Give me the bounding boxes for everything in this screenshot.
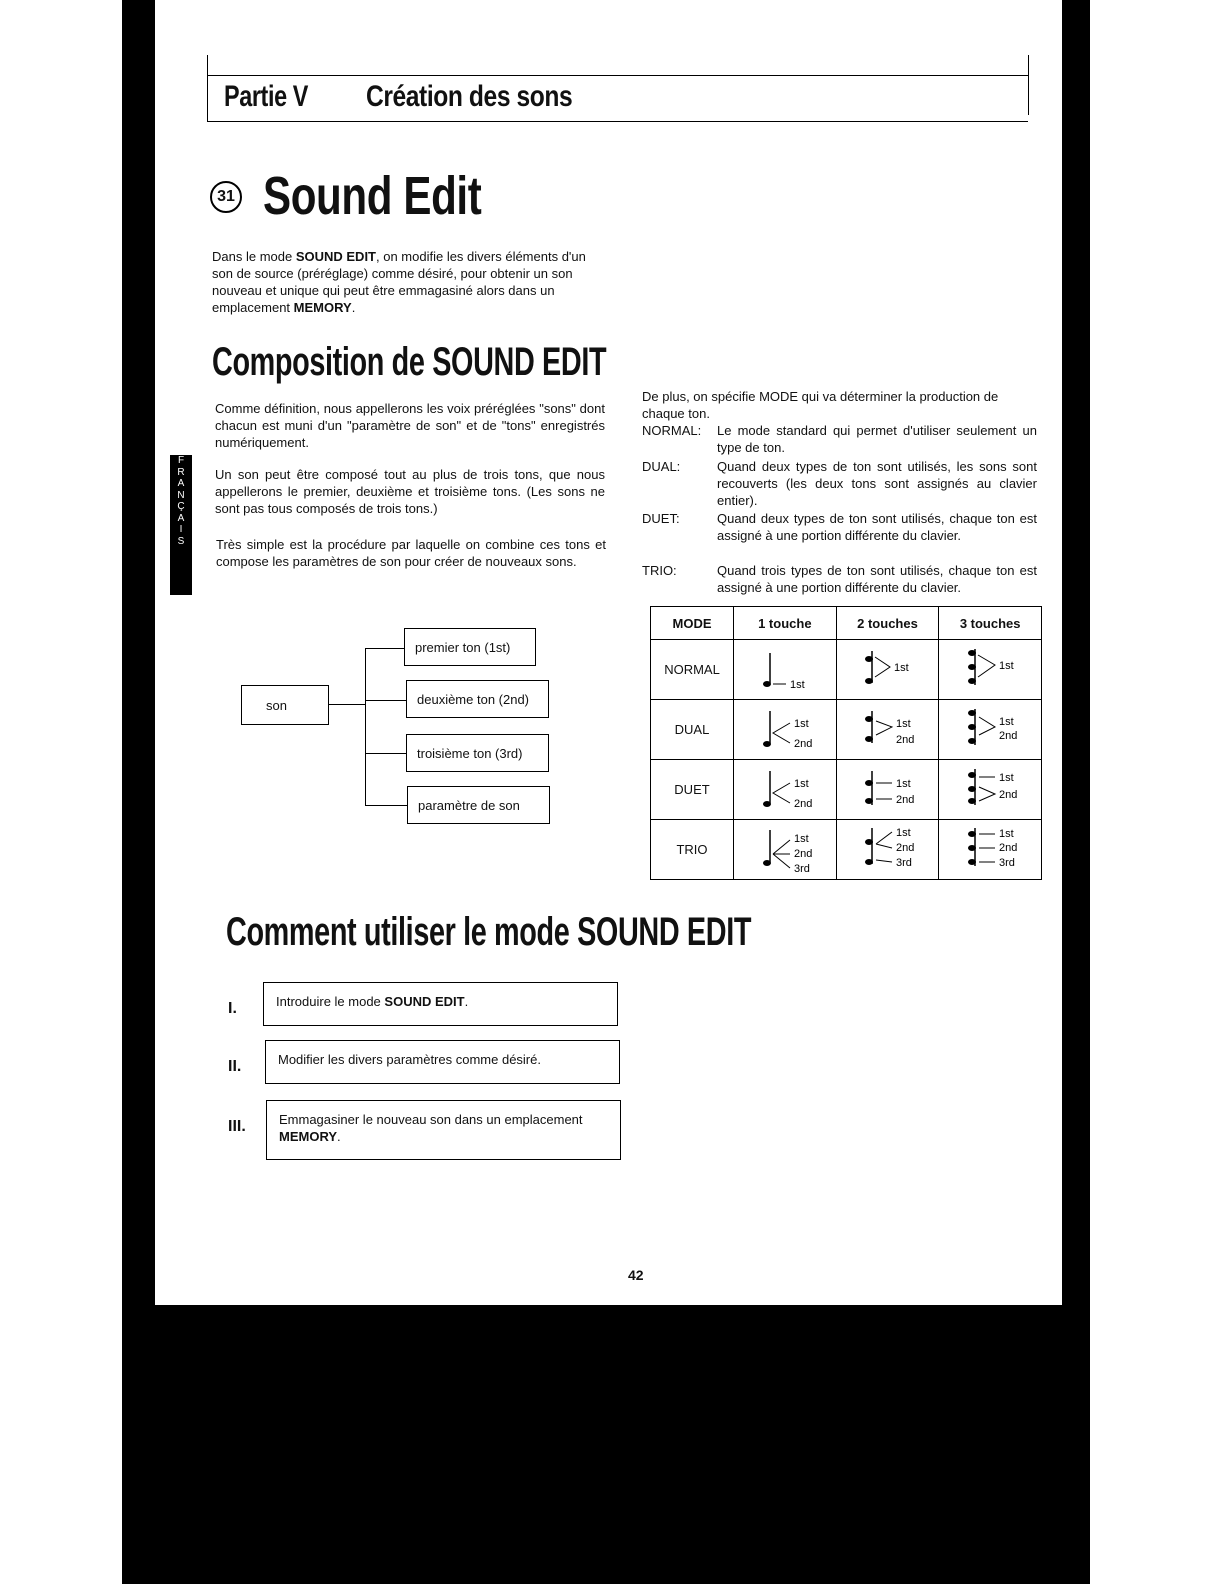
svg-text:3rd: 3rd xyxy=(896,857,913,869)
svg-text:3rd: 3rd xyxy=(793,863,810,874)
mode-name: DUET xyxy=(651,760,734,820)
diagram-connector xyxy=(329,704,365,705)
note-diagram xyxy=(842,643,932,693)
svg-text:1st: 1st xyxy=(793,778,809,790)
diagram-cell xyxy=(836,820,939,880)
note-diagram xyxy=(740,763,830,813)
svg-text:1st: 1st xyxy=(896,718,912,730)
svg-text:1st: 1st xyxy=(789,679,805,691)
note-diagram xyxy=(945,643,1035,693)
mode-table xyxy=(650,606,1042,880)
svg-text:1st: 1st xyxy=(999,716,1014,728)
diagram-node-second-tone: deuxième ton (2nd) xyxy=(406,680,549,718)
note-diagram xyxy=(740,703,830,753)
header-3-keys: 3 touches xyxy=(939,607,1042,640)
note-diagram xyxy=(842,763,932,813)
diagram-cell xyxy=(836,640,939,700)
page-number: 42 xyxy=(628,1267,644,1283)
note-diagram xyxy=(945,703,1035,753)
diagram-branch xyxy=(365,805,407,806)
mode-name: NORMAL xyxy=(651,640,734,700)
composition-paragraph-2: Un son peut être composé tout au plus de trois tons, que nous appellerons le premier, deuxième et troisième tons. (Les sons ne sont pas tous composés de trois tons.) xyxy=(215,467,605,516)
diagram-cell xyxy=(836,760,939,820)
step-box: Modifier les divers paramètres comme désiré. xyxy=(265,1040,620,1084)
header-mode: MODE xyxy=(651,607,734,640)
svg-text:2nd: 2nd xyxy=(793,738,813,750)
diagram-root-son: son xyxy=(241,685,329,725)
diagram-branch xyxy=(365,648,404,649)
note-diagram xyxy=(740,643,830,693)
svg-text:1st: 1st xyxy=(999,828,1014,840)
diagram-node-third-tone: troisième ton (3rd) xyxy=(406,734,549,772)
composition-paragraph-1: Comme définition, nous appellerons les voix préréglées "sons" dont chacun est muni d'un "paramètre de son" et de "tons" enregistrés numériquement. xyxy=(215,401,605,450)
svg-text:1st: 1st xyxy=(793,718,809,730)
diagram-cell xyxy=(734,640,837,700)
svg-text:2nd: 2nd xyxy=(896,842,915,854)
composition-heading: Composition de SOUND EDIT xyxy=(212,340,607,384)
note-diagram xyxy=(945,822,1035,874)
svg-text:1st: 1st xyxy=(896,827,912,839)
mode-name: DUAL xyxy=(651,700,734,760)
table-row xyxy=(651,700,1042,760)
diagram-cell xyxy=(939,820,1042,880)
step-box: Introduire le mode SOUND EDIT. xyxy=(263,982,618,1026)
language-side-tab: F R A N Ç A I S xyxy=(170,455,192,595)
diagram-cell xyxy=(734,760,837,820)
scan-border-bottom xyxy=(122,1305,1090,1584)
svg-text:1st: 1st xyxy=(999,772,1014,784)
diagram-cell xyxy=(836,700,939,760)
svg-text:1st: 1st xyxy=(896,778,912,790)
diagram-cell xyxy=(939,700,1042,760)
modes-intro: De plus, on spécifie MODE qui va déterminer la production de chaque ton. xyxy=(642,389,999,421)
svg-text:1st: 1st xyxy=(999,660,1014,672)
diagram-cell xyxy=(939,640,1042,700)
svg-text:2nd: 2nd xyxy=(999,842,1018,854)
note-diagram xyxy=(945,763,1035,813)
svg-text:3rd: 3rd xyxy=(999,857,1016,869)
diagram-cell xyxy=(734,700,837,760)
step-number: III. xyxy=(228,1118,246,1135)
header-1-key: 1 touche xyxy=(734,607,837,640)
part-header-box xyxy=(207,55,1028,122)
header-2-keys: 2 touches xyxy=(836,607,939,640)
section-number: 31 xyxy=(217,188,235,205)
step-box: Emmagasiner le nouveau son dans un emplacement MEMORY. xyxy=(266,1100,621,1160)
part-title: Création des sons xyxy=(366,80,573,113)
note-diagram xyxy=(740,822,830,874)
svg-text:1st: 1st xyxy=(894,662,910,674)
diagram-cell xyxy=(939,760,1042,820)
diagram-node-first-tone: premier ton (1st) xyxy=(404,628,536,666)
note-diagram xyxy=(842,703,932,753)
step-number: I. xyxy=(228,1000,237,1017)
usage-heading: Comment utiliser le mode SOUND EDIT xyxy=(226,910,752,954)
intro-paragraph: Dans le mode SOUND EDIT, on modifie les divers éléments d'un son de source (préréglage) comme désiré, pour obtenir un son nouveau et unique qui peut être emmagasiné alors dans un emplacement MEMORY. xyxy=(212,249,586,315)
svg-text:2nd: 2nd xyxy=(793,848,813,860)
table-row xyxy=(651,820,1042,880)
svg-text:2nd: 2nd xyxy=(793,798,813,810)
section-number-circle xyxy=(210,181,242,213)
svg-text:2nd: 2nd xyxy=(896,794,915,806)
composition-paragraph-3: Très simple est la procédure par laquelle on combine ces tons et compose les paramètres de son pour créer de nouveaux sons. xyxy=(216,537,606,569)
table-row xyxy=(651,640,1042,700)
diagram-trunk xyxy=(365,648,366,806)
note-diagram xyxy=(842,822,932,874)
svg-text:2nd: 2nd xyxy=(896,734,915,746)
diagram-cell xyxy=(734,820,837,880)
diagram-node-sound-parameter: paramètre de son xyxy=(407,786,550,824)
svg-text:2nd: 2nd xyxy=(999,789,1018,801)
mode-table-header xyxy=(651,607,1042,640)
svg-text:1st: 1st xyxy=(793,833,809,845)
svg-text:2nd: 2nd xyxy=(999,730,1018,742)
part-label: Partie V xyxy=(224,80,309,113)
diagram-branch xyxy=(365,700,406,701)
table-row xyxy=(651,760,1042,820)
mode-name: TRIO xyxy=(651,820,734,880)
step-number: II. xyxy=(228,1058,242,1075)
section-title: Sound Edit xyxy=(263,166,482,226)
diagram-branch xyxy=(365,753,406,754)
